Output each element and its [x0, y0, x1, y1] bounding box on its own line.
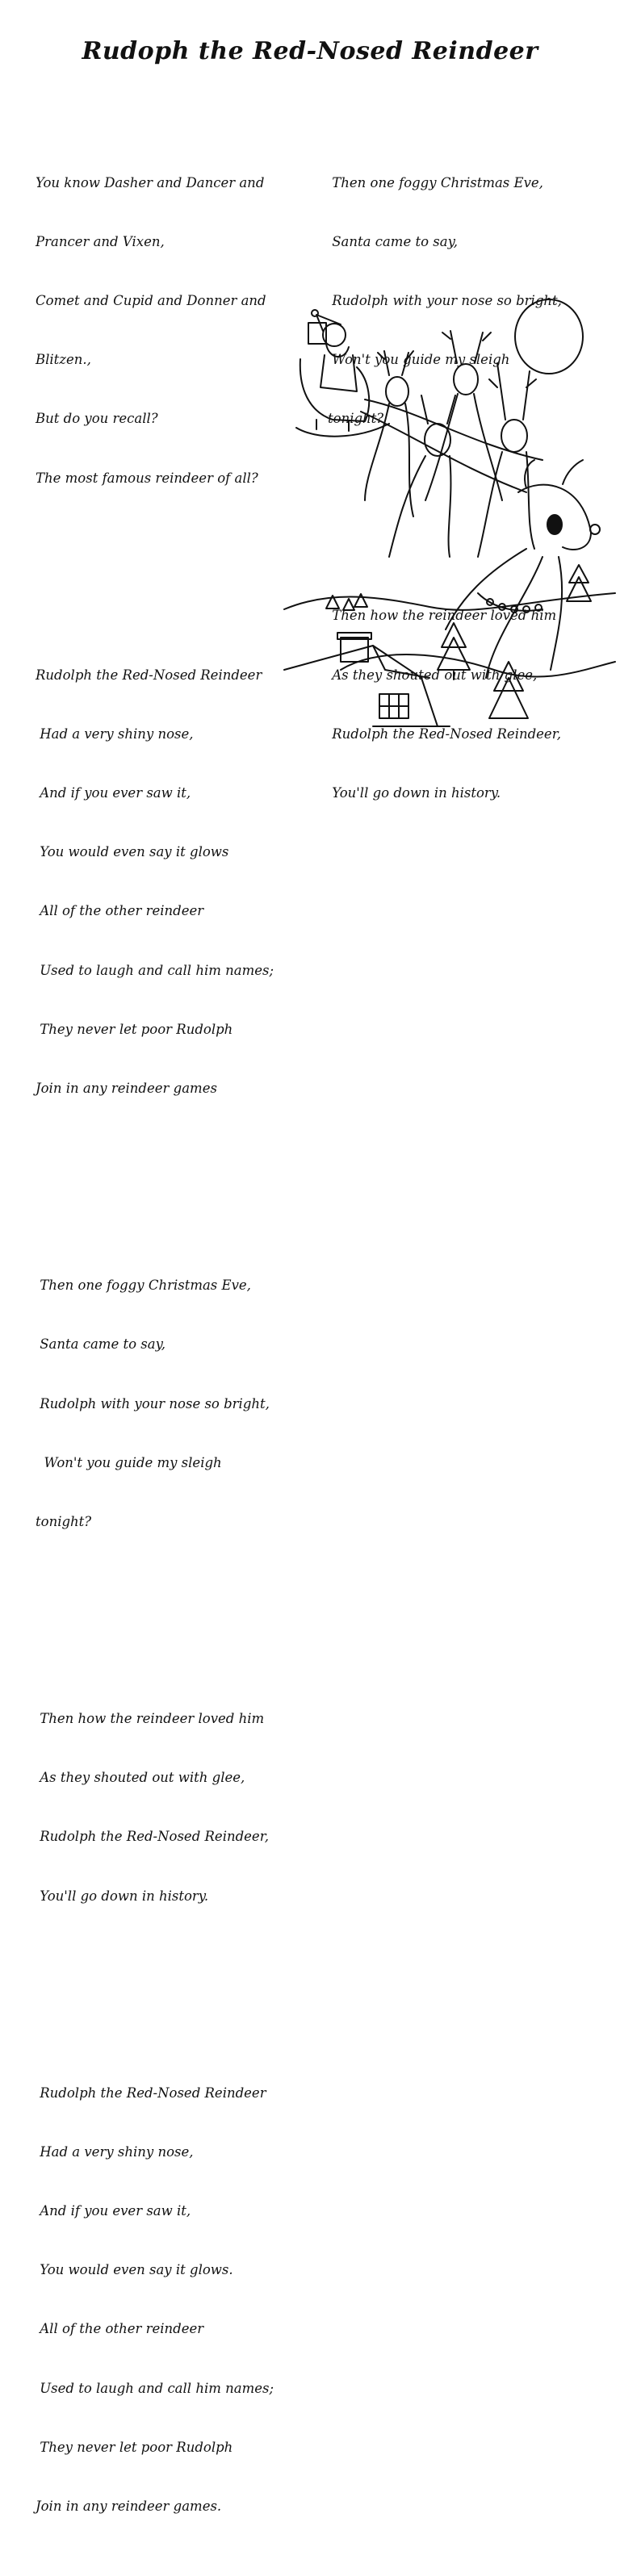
- lyric-line: Join in any reindeer games.: [36, 2499, 222, 2515]
- lyric-line: Rudolph with your nose so bright,: [36, 1395, 270, 1411]
- house-icon: [284, 633, 450, 726]
- stanza: [36, 1670, 274, 1946]
- lyric-line: Rudolph the Red-Nosed Reindeer,: [36, 1829, 270, 1845]
- stanza: [36, 134, 274, 528]
- lyric-line: The most famous reindeer of all?: [36, 470, 258, 486]
- lyric-line: You would even say it glows.: [36, 2262, 233, 2278]
- lyric-line: You know Dasher and Dancer and: [36, 174, 265, 190]
- lyric-line: Prancer and Vixen,: [36, 233, 165, 249]
- reindeer-icon: [389, 395, 455, 557]
- reindeer-icon: [478, 363, 536, 557]
- lyric-line: Rudolph the Red-Nosed Reindeer,: [328, 726, 562, 742]
- lyric-line: As they shouted out with glee,: [36, 1770, 245, 1786]
- lyric-line: They never let poor Rudolph: [36, 1021, 233, 1037]
- lyric-line: Won't you guide my sleigh: [328, 352, 510, 368]
- hill-outline: [341, 654, 615, 676]
- lyric-line: Rudolph the Red-Nosed Reindeer: [36, 2085, 266, 2101]
- lyric-line: Comet and Cupid and Donner and: [36, 293, 266, 309]
- lyric-line: Blitzen.,: [36, 352, 91, 368]
- moon-icon: [515, 299, 583, 374]
- lyric-line: Then one foggy Christmas Eve,: [328, 174, 543, 190]
- lyric-line: Used to laugh and call him names;: [36, 2380, 274, 2396]
- pine-tree-icon: [438, 623, 470, 680]
- santa-sleigh-reindeer-illustration: [284, 291, 615, 742]
- lyrics-left-column: [36, 94, 274, 2576]
- reindeer-icon: [425, 331, 502, 500]
- stanza: [36, 626, 274, 1138]
- page-title: Rudoph the Red-Nosed Reindeer: [82, 37, 538, 65]
- lyric-line: You would even say it glows: [36, 844, 229, 860]
- sleigh-icon: [296, 359, 389, 437]
- stanza: [36, 2044, 274, 2556]
- lyric-line: You'll go down in history.: [36, 1888, 209, 1904]
- lyric-line: They never let poor Rudolph: [36, 2439, 233, 2455]
- lyric-line: Had a very shiny nose,: [36, 2143, 194, 2160]
- lyric-line: tonight?: [328, 411, 384, 427]
- lyric-line: Had a very shiny nose,: [36, 726, 194, 742]
- lyric-line: Join in any reindeer games: [36, 1081, 217, 1097]
- lyric-line: All of the other reindeer: [36, 2321, 204, 2337]
- lyric-line: Used to laugh and call him names;: [36, 962, 274, 978]
- lyric-line: Rudolph with your nose so bright,: [328, 293, 562, 309]
- lyric-line: Rudolph the Red-Nosed Reindeer: [36, 667, 262, 683]
- lyric-line: tonight?: [36, 1513, 92, 1529]
- lyric-line: But do you recall?: [36, 411, 158, 427]
- lyric-line: And if you ever saw it,: [36, 785, 191, 801]
- santa-icon: [308, 310, 357, 391]
- lyric-line: Then how the reindeer loved him: [328, 608, 557, 624]
- lyric-line: Then how the reindeer loved him: [36, 1710, 265, 1726]
- lyric-line: You'll go down in history.: [328, 785, 501, 801]
- lyric-line: All of the other reindeer: [36, 903, 204, 919]
- lyric-line: As they shouted out with glee,: [328, 667, 538, 683]
- hill-outline: [284, 593, 615, 610]
- lyric-line: Santa came to say,: [328, 233, 458, 249]
- lyric-line: Then one foggy Christmas Eve,: [36, 1278, 251, 1294]
- lyric-line: Santa came to say,: [36, 1336, 165, 1353]
- lyric-line: And if you ever saw it,: [36, 2203, 191, 2219]
- lyric-line: Won't you guide my sleigh: [36, 1454, 222, 1470]
- stanza: [36, 1236, 274, 1571]
